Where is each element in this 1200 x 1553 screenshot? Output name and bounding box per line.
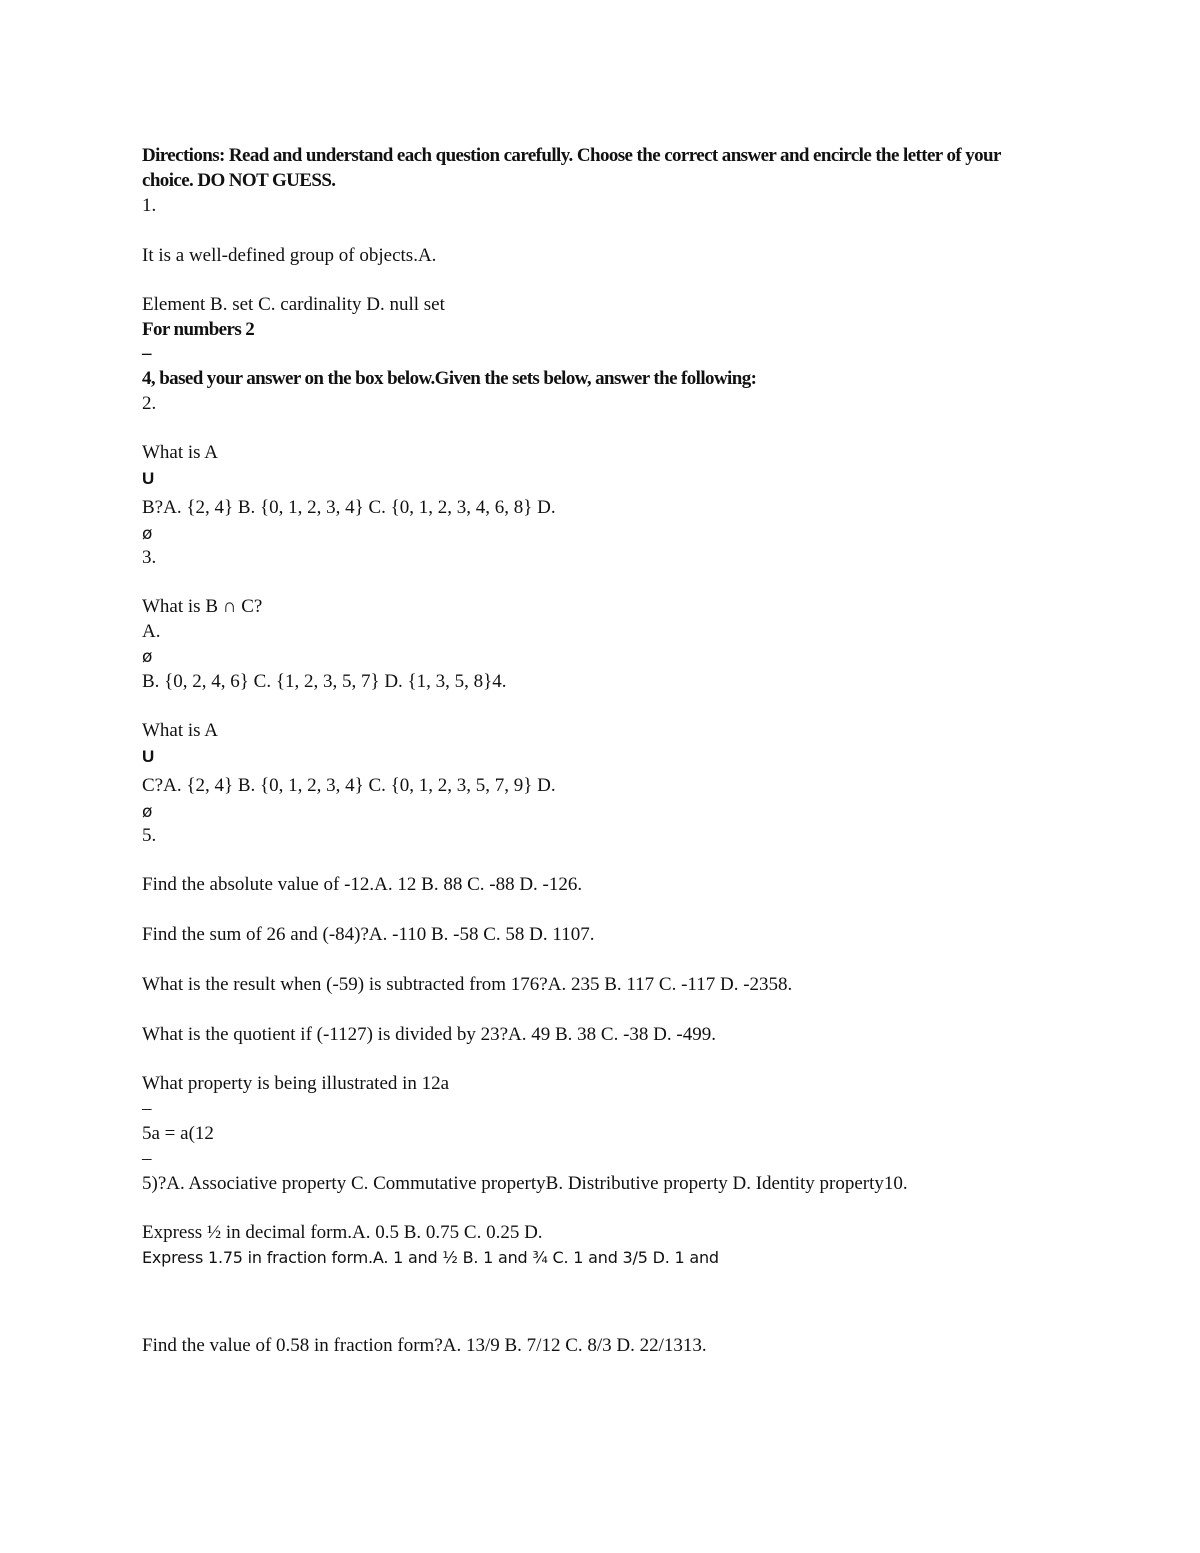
question-1-options: Element B. set C. cardinality D. null set <box>142 294 445 315</box>
question-2-options: B?A. {2, 4} B. {0, 1, 2, 3, 4} C. {0, 1, 2, 3, 4, 6, 8} D. <box>142 497 556 518</box>
instructions-sets: 4, based your answer on the box below.Given the sets below, answer the following: <box>142 368 757 389</box>
question-12-text: Find the value of 0.58 in fraction form?A. 13/9 B. 7/12 C. 8/3 D. 22/1313. <box>142 1335 707 1356</box>
question-7-text: What is the result when (-59) is subtracted from 176?A. 235 B. 117 C. -117 D. -2358. <box>142 974 793 995</box>
question-8-text: What is the quotient if (-1127) is divided by 23?A. 49 B. 38 C. -38 D. -499. <box>142 1024 716 1045</box>
question-5-text: Find the absolute value of -12.A. 12 B. 88 C. -88 D. -126. <box>142 874 583 895</box>
union-symbol: U <box>142 747 155 766</box>
for-numbers-heading: For numbers 2 <box>142 319 255 340</box>
question-3-options: B. {0, 2, 4, 6} C. {1, 2, 3, 5, 7} D. {1, 3, 5, 8}4. <box>142 671 507 692</box>
question-3-option-a: A. <box>142 621 161 642</box>
question-9-text: What property is being illustrated in 12a <box>142 1073 450 1094</box>
question-10-text: Express ½ in decimal form.A. 0.5 B. 0.75 C. 0.25 D. <box>142 1222 543 1243</box>
question-number-5: 5. <box>142 825 157 846</box>
question-1-text: It is a well-defined group of objects.A. <box>142 245 437 266</box>
empty-set-symbol: ø <box>142 524 153 544</box>
question-4-options: C?A. {2, 4} B. {0, 1, 2, 3, 4} C. {0, 1, 2, 3, 5, 7, 9} D. <box>142 775 556 796</box>
empty-set-symbol: ø <box>142 802 153 822</box>
question-2-text: What is A <box>142 442 218 463</box>
question-number-3: 3. <box>142 547 157 568</box>
empty-set-symbol: ø <box>142 647 153 667</box>
union-symbol: U <box>142 469 155 488</box>
question-11-text: Express 1.75 in fraction form.A. 1 and ½ B. 1 and ¾ C. 1 and 3/5 D. 1 and <box>142 1248 719 1267</box>
question-9-expression: 5a = a(12 <box>142 1123 214 1144</box>
question-9-options: 5)?A. Associative property C. Commutative propertyB. Distributive property D. Identity property10. <box>142 1173 908 1194</box>
question-4-text: What is A <box>142 720 218 741</box>
dash-separator: – <box>142 1098 152 1119</box>
directions-line-1: Directions: Read and understand each question carefully. Choose the correct answer and encircle the letter of your <box>142 145 1001 166</box>
directions-line-2: choice. DO NOT GUESS. <box>142 170 336 191</box>
dash-separator: – <box>142 1148 152 1169</box>
dash-separator: – <box>142 343 151 364</box>
question-number-1: 1. <box>142 195 157 216</box>
question-3-text: What is B ∩ C? <box>142 596 263 617</box>
question-number-2: 2. <box>142 393 157 414</box>
question-6-text: Find the sum of 26 and (-84)?A. -110 B. -58 C. 58 D. 1107. <box>142 924 595 945</box>
